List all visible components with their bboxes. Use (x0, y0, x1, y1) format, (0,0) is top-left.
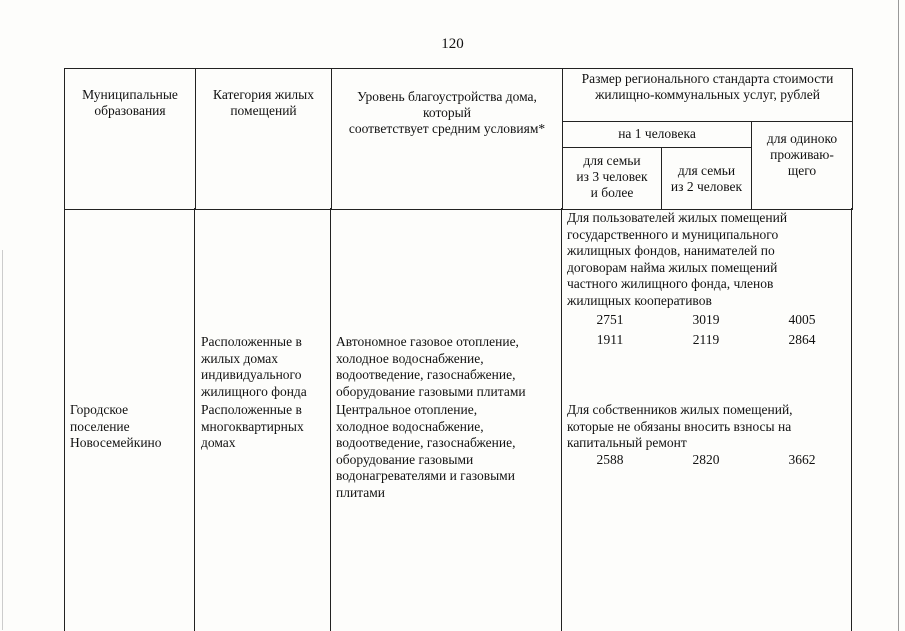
column-line (561, 208, 562, 631)
row1-single: 4005 (788, 312, 816, 327)
row3-category: Расположенные в многоквартирных домах (201, 402, 304, 450)
column-line (851, 208, 852, 631)
column-line (64, 208, 65, 631)
row1-family3: 2751 (596, 312, 624, 327)
page-number: 120 (441, 36, 464, 52)
header-single: для одиноко проживаю- щего (766, 131, 838, 178)
table-header (64, 68, 853, 210)
scan-edge (2, 250, 3, 630)
row2-family3: 1911 (596, 332, 624, 347)
municipality-name: Городское поселение Новосемейкино (70, 402, 162, 450)
header-family3: для семьи из 3 человек и более (576, 153, 648, 200)
header-standard: Размер регионального стандарта стоимости жилищно-коммунальных услуг, рублей (581, 71, 834, 102)
header-municipality: Муниципальные образования (82, 87, 178, 118)
divider (562, 147, 751, 148)
group1-note: Для пользователей жилых помещений государственного и муниципального жилищных фондов, нанимателей по договорам найма жилых помещений частного жилищного фонда, членов жилищных кооперативов (567, 210, 788, 308)
group2-note: Для собственников жилых помещений, которые не обязаны вносить взносы на капитальный ремонт (567, 402, 793, 450)
column-line (194, 208, 195, 631)
row2-level: Автономное газовое отопление, холодное водоснабжение, водоотведение, газоснабжение, оборудование газовыми плитами (336, 334, 526, 399)
column-line (330, 208, 331, 631)
header-per-person: на 1 человека (618, 126, 696, 141)
row3-family3: 2588 (596, 452, 624, 467)
header-category: Категория жилых помещений (213, 87, 314, 118)
row3-single: 3662 (788, 452, 816, 467)
row3-level: Центральное отопление, холодное водоснабжение, водоотведение, газоснабжение, оборудование газовыми водонагревателями и газовыми плитами (336, 402, 516, 500)
row1-family2: 3019 (692, 312, 720, 327)
scan-edge (898, 0, 899, 631)
row3-family2: 2820 (692, 452, 720, 467)
row2-category: Расположенные в жилых домах индивидуального жилищного фонда (201, 334, 307, 399)
header-level: Уровень благоустройства дома, который соответствует средним условиям* (348, 89, 546, 136)
row2-family2: 2119 (692, 332, 720, 347)
header-family2: для семьи из 2 человек (670, 163, 743, 194)
row2-single: 2864 (788, 332, 816, 347)
divider (562, 121, 852, 122)
